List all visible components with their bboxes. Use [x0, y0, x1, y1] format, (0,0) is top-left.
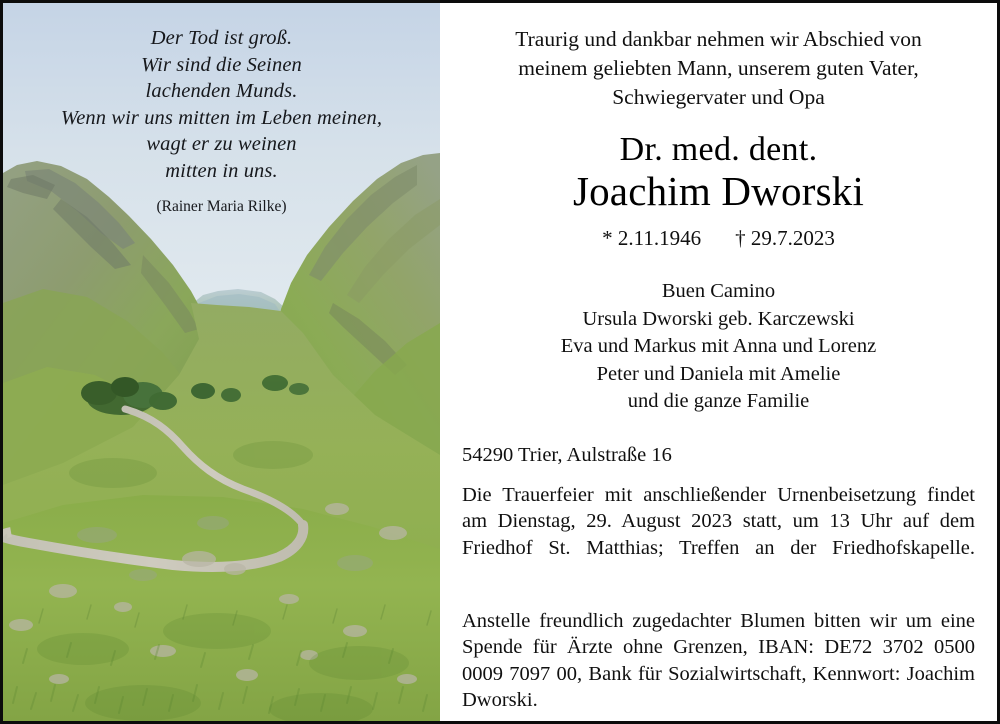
intro-line-3: Schwiegervater und Opa	[612, 85, 825, 109]
family-line-3: Eva und Markus mit Anna und Lorenz	[560, 335, 877, 357]
poem-line-3: lachenden Munds.	[145, 80, 298, 103]
intro-line-2: meinem geliebten Mann, unserem guten Vater,	[518, 56, 919, 80]
landscape-photo	[3, 3, 440, 721]
family-line-1: Buen Camino	[661, 280, 776, 302]
family-line-4: Peter und Daniela mit Amelie	[596, 362, 841, 385]
family-block	[462, 278, 975, 416]
intro-line-1: Traurig und dankbar nehmen wir Abschied von	[515, 27, 922, 51]
poem-line-2: Wir sind die Seinen	[141, 53, 302, 76]
poem-line-1: Der Tod ist groß.	[150, 27, 293, 49]
life-dates	[462, 224, 975, 252]
funeral-details-paragraph: Die Trauerfeier mit anschließender Urnenbeisetzung findet am Dienstag, 29. August 2023 statt, um 13 Uhr auf dem Friedhof St. Matthias; Treffen an der Friedhofskapelle.	[462, 483, 975, 559]
intro-block	[462, 25, 975, 112]
death-date: † 29.7.2023	[735, 226, 835, 250]
poem-line-6: mitten in uns.	[165, 159, 278, 182]
poem-block	[3, 25, 440, 217]
family-line-5: und die ganze Familie	[627, 390, 810, 412]
poem-line-5: wagt er zu weinen	[146, 133, 297, 156]
poem-line-4: Wenn wir uns mitten im Leben meinen,	[60, 106, 383, 129]
notice-text-panel	[440, 3, 997, 721]
address-line: 54290 Trier, Aulstraße 16	[462, 443, 672, 466]
birth-date: * 2.11.1946	[602, 226, 702, 250]
donation-paragraph: Anstelle freundlich zugedachter Blumen bitten wir um eine Spende für Ärzte ohne Grenzen, IBAN: DE72 3702 0500 0009 7097 00, Bank für Sozialwirtschaft, Kennwort: Joachim Dworski.	[462, 609, 975, 711]
poem-author: (Rainer Maria Rilke)	[156, 197, 287, 215]
deceased-name-block	[462, 130, 975, 252]
deceased-name: Joachim Dworski	[572, 168, 865, 214]
family-line-2: Ursula Dworski geb. Karczewski	[582, 307, 855, 330]
academic-title: Dr. med. dent.	[619, 131, 818, 168]
